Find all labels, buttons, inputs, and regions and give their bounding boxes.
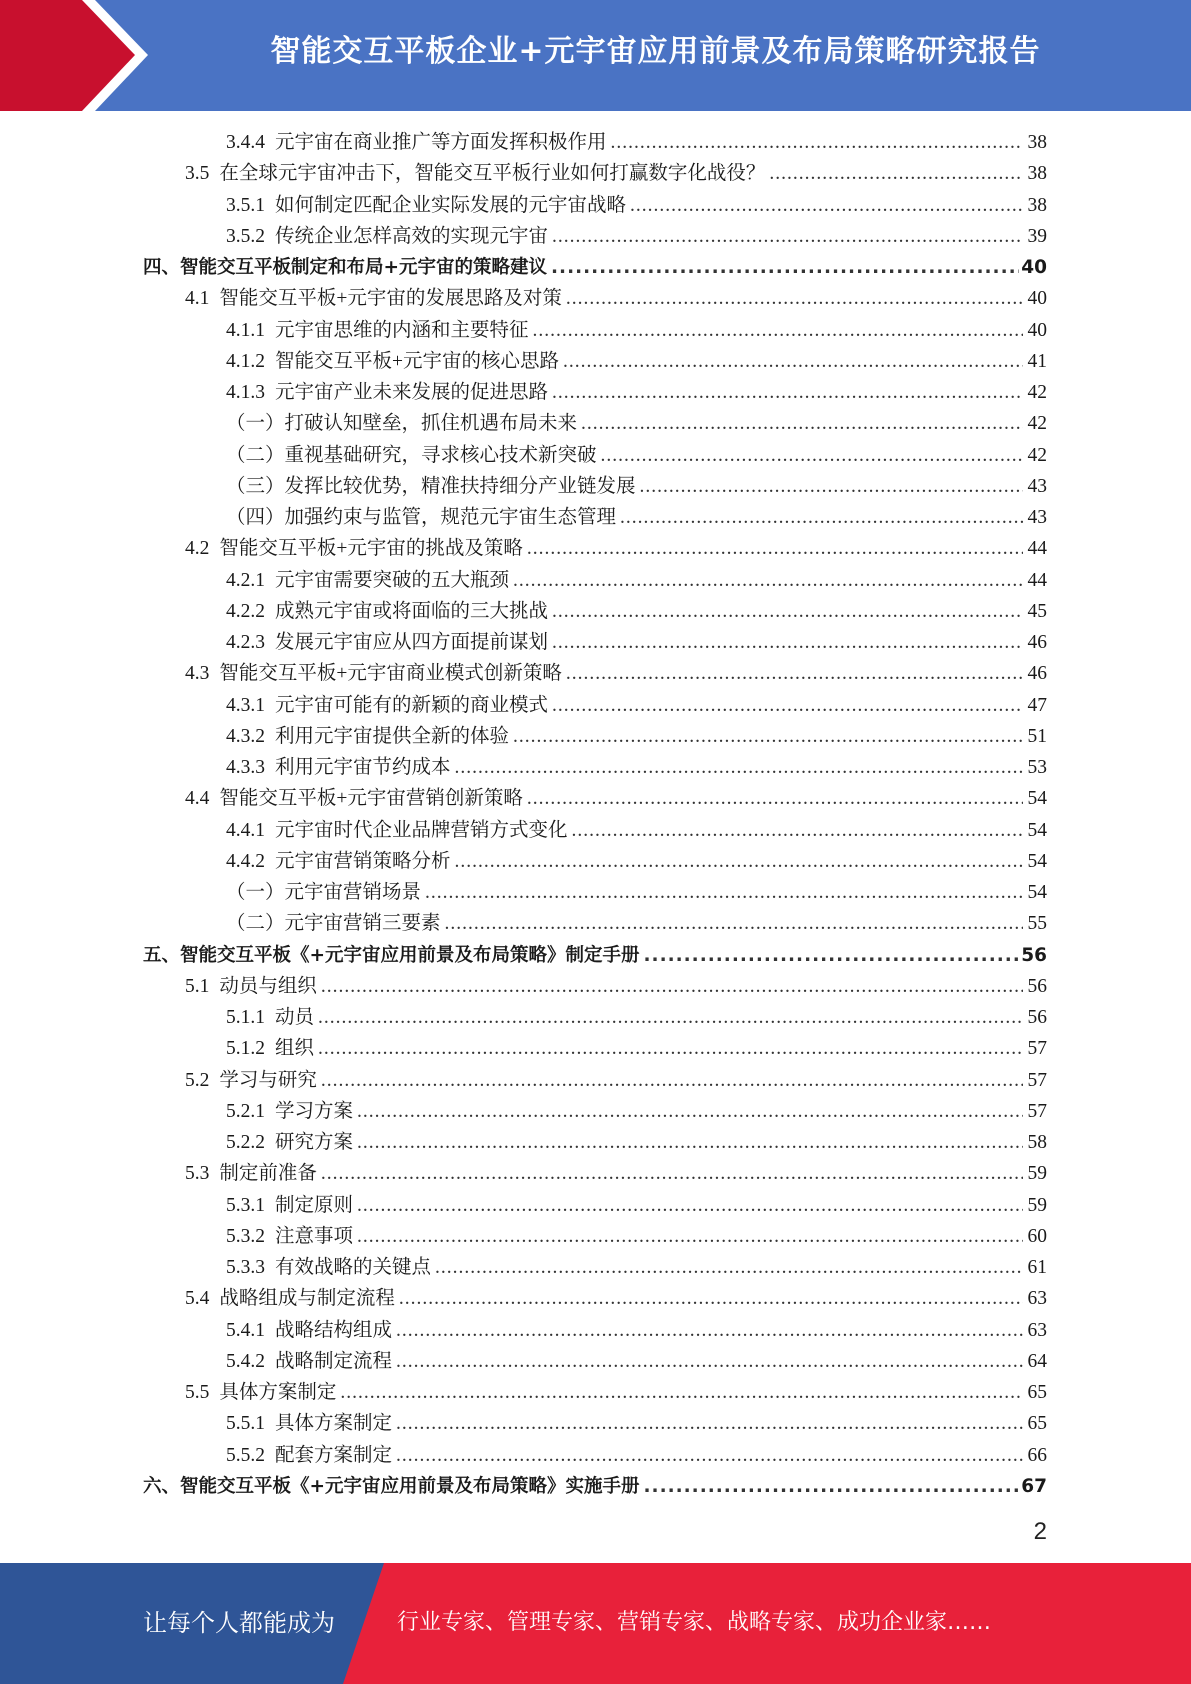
toc-entry-number: 4.1.3 bbox=[226, 382, 265, 403]
toc-leader-dots bbox=[435, 1252, 1023, 1283]
toc-entry-page: 51 bbox=[1027, 725, 1047, 747]
toc-entry[interactable] bbox=[226, 1127, 1047, 1158]
toc-entry-title: 元宇宙时代企业品牌营销方式变化 bbox=[275, 819, 568, 841]
toc-entry-page: 67 bbox=[1021, 1475, 1047, 1497]
toc-entry[interactable] bbox=[226, 1346, 1047, 1377]
toc-entry[interactable] bbox=[226, 377, 1047, 408]
toc-entry[interactable] bbox=[226, 127, 1047, 158]
toc-entry-title: 战略组成与制定流程 bbox=[219, 1288, 395, 1310]
toc-entry-page: 38 bbox=[1027, 132, 1047, 153]
toc-entry-page: 57 bbox=[1027, 1100, 1047, 1122]
toc-entry-title: 在全球元宇宙冲击下，智能交互平板行业如何打赢数字化战役？ bbox=[219, 163, 766, 185]
toc-leader-dots bbox=[601, 440, 1023, 471]
toc-entry[interactable] bbox=[226, 565, 1047, 596]
toc-entry[interactable] bbox=[185, 1377, 1047, 1408]
toc-leader-dots bbox=[630, 190, 1023, 221]
toc-entry[interactable] bbox=[185, 1158, 1047, 1189]
toc-leader-dots bbox=[318, 1002, 1023, 1033]
toc-entry-page: 38 bbox=[1027, 194, 1047, 216]
toc-entry[interactable] bbox=[226, 627, 1047, 658]
toc-entry-title: 学习方案 bbox=[275, 1100, 354, 1122]
toc-entry-title: 制定原则 bbox=[275, 1194, 354, 1216]
toc-entry-page: 57 bbox=[1027, 1069, 1047, 1091]
toc-leader-dots bbox=[445, 908, 1023, 939]
toc-leader-dots bbox=[396, 1408, 1023, 1439]
toc-leader-dots bbox=[321, 1065, 1023, 1096]
toc-entry-title: 动员与组织 bbox=[219, 975, 317, 997]
toc-entry-page: 54 bbox=[1027, 819, 1047, 841]
toc-entry-page: 59 bbox=[1027, 1163, 1047, 1185]
toc-leader-dots bbox=[566, 658, 1023, 689]
toc-entry-number: 4.3 bbox=[185, 663, 210, 685]
toc-entry[interactable] bbox=[226, 346, 1047, 377]
toc-entry-title: 四、智能交互平板制定和布局+元宇宙的策略建议 bbox=[143, 257, 548, 278]
toc-entry-number: 5.1 bbox=[185, 975, 210, 997]
toc-entry[interactable] bbox=[185, 533, 1047, 564]
page-footer bbox=[0, 1563, 1191, 1684]
toc-entry-title: 智能交互平板+元宇宙营销创新策略 bbox=[219, 788, 523, 810]
toc-leader-dots bbox=[455, 846, 1023, 877]
toc-entry-title: 元宇宙可能有的新颖的商业模式 bbox=[275, 694, 549, 716]
page-header bbox=[0, 0, 1191, 111]
toc-entry-title: 智能交互平板+元宇宙的挑战及策略 bbox=[219, 538, 523, 560]
toc-entry-number: 5.5.1 bbox=[226, 1413, 265, 1435]
toc-entry-title: 研究方案 bbox=[275, 1132, 354, 1153]
toc-leader-dots bbox=[620, 502, 1023, 533]
toc-entry-title: 利用元宇宙提供全新的体验 bbox=[275, 725, 510, 747]
toc-entry-number: 5.3 bbox=[185, 1163, 210, 1185]
toc-entry-page: 64 bbox=[1027, 1350, 1047, 1372]
toc-leader-dots bbox=[513, 721, 1023, 752]
toc-entry-page: 38 bbox=[1027, 163, 1047, 185]
toc-entry[interactable] bbox=[226, 721, 1047, 752]
toc-entry-title: （一）元宇宙营销场景 bbox=[226, 882, 422, 903]
toc-entry-number: 4.2.2 bbox=[226, 600, 265, 622]
toc-entry-number: 5.3.3 bbox=[226, 1257, 265, 1278]
toc-entry-number: 5.4 bbox=[185, 1288, 210, 1310]
toc-leader-dots bbox=[581, 408, 1023, 439]
toc-entry-title: 利用元宇宙节约成本 bbox=[275, 757, 451, 778]
toc-entry[interactable] bbox=[143, 940, 1047, 971]
toc-entry-page: 56 bbox=[1027, 975, 1047, 997]
toc-entry-title: （四）加强约束与监管，规范元宇宙生态管理 bbox=[226, 507, 617, 528]
page-number: 2 bbox=[1033, 1518, 1047, 1545]
toc-entry[interactable] bbox=[226, 1315, 1047, 1346]
toc-entry-page: 39 bbox=[1027, 225, 1047, 247]
toc-entry-title: 元宇宙营销策略分析 bbox=[275, 850, 451, 872]
toc-entry[interactable] bbox=[185, 283, 1047, 314]
toc-entry-title: 学习与研究 bbox=[219, 1069, 317, 1091]
toc-leader-dots bbox=[552, 221, 1023, 252]
toc-entry-page: 63 bbox=[1027, 1288, 1047, 1310]
toc-entry-title: 有效战略的关键点 bbox=[275, 1257, 432, 1278]
toc-entry-page: 40 bbox=[1027, 288, 1047, 310]
toc-entry-title: （三）发挥比较优势，精准扶持细分产业链发展 bbox=[226, 475, 636, 497]
toc-leader-dots bbox=[425, 877, 1023, 908]
toc-entry[interactable] bbox=[185, 1283, 1047, 1314]
toc-leader-dots bbox=[527, 533, 1023, 564]
toc-leader-dots bbox=[321, 1158, 1023, 1189]
toc-entry[interactable] bbox=[226, 1252, 1047, 1283]
toc-entry-title: 组织 bbox=[275, 1038, 315, 1060]
toc-entry-number: 4.4 bbox=[185, 788, 210, 810]
toc-entry[interactable] bbox=[226, 815, 1047, 846]
toc-entry-title: 元宇宙需要突破的五大瓶颈 bbox=[275, 569, 510, 591]
toc-entry[interactable] bbox=[226, 502, 1047, 533]
toc-entry-title: 战略结构组成 bbox=[275, 1319, 393, 1341]
toc-entry[interactable] bbox=[143, 1471, 1047, 1502]
toc-entry-number: 5.4.2 bbox=[226, 1350, 265, 1372]
toc-leader-dots bbox=[644, 940, 1020, 971]
toc-entry-title: 发展元宇宙应从四方面提前谋划 bbox=[275, 632, 549, 653]
toc-entry-page: 54 bbox=[1027, 850, 1047, 872]
toc-entry-number: 4.2 bbox=[185, 538, 210, 560]
toc-leader-dots bbox=[566, 283, 1023, 314]
toc-leader-dots bbox=[455, 752, 1023, 783]
toc-leader-dots bbox=[340, 1377, 1023, 1408]
toc-leader-dots bbox=[396, 1440, 1023, 1471]
toc-entry-title: 五、智能交互平板《+元宇宙应用前景及布局策略》制定手册 bbox=[143, 944, 640, 966]
toc-entry-page: 46 bbox=[1027, 663, 1047, 685]
toc-entry[interactable] bbox=[226, 846, 1047, 877]
toc-entry[interactable] bbox=[185, 783, 1047, 814]
toc-entry-title: 元宇宙产业未来发展的促进思路 bbox=[275, 382, 549, 403]
toc-entry-title: 注意事项 bbox=[275, 1225, 354, 1247]
toc-entry-number: 4.1.1 bbox=[226, 319, 265, 341]
toc-leader-dots bbox=[563, 346, 1023, 377]
toc-entry-number: 4.3.2 bbox=[226, 725, 265, 747]
toc-entry-number: 5.2.1 bbox=[226, 1100, 265, 1122]
toc-entry-number: 5.2 bbox=[185, 1069, 210, 1091]
toc-entry-number: 5.1.2 bbox=[226, 1038, 265, 1060]
toc-leader-dots bbox=[552, 596, 1023, 627]
toc-entry-title: 如何制定匹配企业实际发展的元宇宙战略 bbox=[275, 194, 627, 216]
toc-entry-number: 4.3.3 bbox=[226, 757, 265, 778]
footer-slogan-left: 让每个人都能成为 bbox=[143, 1609, 335, 1637]
toc-entry[interactable] bbox=[226, 408, 1047, 439]
toc-leader-dots bbox=[357, 1127, 1023, 1158]
toc-entry-page: 54 bbox=[1027, 788, 1047, 810]
toc-entry[interactable] bbox=[226, 1440, 1047, 1471]
toc-leader-dots bbox=[318, 1033, 1023, 1064]
toc-entry-number: 4.4.2 bbox=[226, 850, 265, 872]
toc-leader-dots bbox=[552, 377, 1023, 408]
toc-entry-page: 42 bbox=[1027, 382, 1047, 403]
toc-entry[interactable] bbox=[226, 190, 1047, 221]
toc-entry-title: （二）元宇宙营销三要素 bbox=[226, 913, 441, 935]
toc-entry-title: 六、智能交互平板《+元宇宙应用前景及布局策略》实施手册 bbox=[143, 1475, 640, 1497]
toc-entry-page: 66 bbox=[1027, 1444, 1047, 1466]
toc-leader-dots bbox=[552, 627, 1023, 658]
toc-entry-title: 具体方案制定 bbox=[275, 1413, 393, 1435]
toc-leader-dots bbox=[321, 971, 1023, 1002]
toc-entry-number: 5.4.1 bbox=[226, 1319, 265, 1341]
toc-entry[interactable] bbox=[226, 1408, 1047, 1439]
toc-entry-number: 5.5.2 bbox=[226, 1444, 265, 1466]
toc-entry-page: 43 bbox=[1027, 507, 1047, 528]
toc-leader-dots bbox=[396, 1315, 1023, 1346]
toc-entry-page: 53 bbox=[1027, 757, 1047, 778]
toc-entry-page: 61 bbox=[1027, 1257, 1047, 1278]
toc-entry-title: 具体方案制定 bbox=[219, 1382, 337, 1403]
toc-entry[interactable] bbox=[185, 658, 1047, 689]
toc-leader-dots bbox=[551, 252, 1019, 283]
toc-entry-page: 40 bbox=[1027, 319, 1047, 341]
toc-entry[interactable] bbox=[226, 315, 1047, 346]
toc-entry-page: 56 bbox=[1027, 1007, 1047, 1028]
toc-entry-page: 55 bbox=[1027, 913, 1047, 935]
toc-entry-title: （二）重视基础研究，寻求核心技术新突破 bbox=[226, 444, 597, 466]
toc-entry[interactable] bbox=[143, 252, 1047, 283]
toc-entry-title: 动员 bbox=[275, 1007, 315, 1028]
toc-leader-dots bbox=[396, 1346, 1023, 1377]
toc-entry[interactable] bbox=[185, 971, 1047, 1002]
toc-entry-page: 57 bbox=[1027, 1038, 1047, 1060]
toc-leader-dots bbox=[357, 1221, 1023, 1252]
toc-leader-dots bbox=[611, 127, 1023, 158]
toc-entry-page: 58 bbox=[1027, 1132, 1047, 1153]
toc-entry-title: 成熟元宇宙或将面临的三大挑战 bbox=[275, 600, 549, 622]
toc-entry[interactable] bbox=[226, 221, 1047, 252]
toc-entry[interactable] bbox=[226, 471, 1047, 502]
toc-entry[interactable] bbox=[185, 158, 1047, 189]
toc-entry-number: 5.3.1 bbox=[226, 1194, 265, 1216]
toc-entry-title: 元宇宙思维的内涵和主要特征 bbox=[275, 319, 529, 341]
toc-entry-page: 60 bbox=[1027, 1225, 1047, 1247]
toc-entry-number: 3.5 bbox=[185, 163, 210, 185]
toc-leader-dots bbox=[640, 471, 1023, 502]
toc-entry[interactable] bbox=[226, 1033, 1047, 1064]
toc-leader-dots bbox=[527, 783, 1023, 814]
toc-entry-number: 3.4.4 bbox=[226, 132, 265, 153]
toc-entry-number: 3.5.2 bbox=[226, 225, 265, 247]
toc-entry-page: 44 bbox=[1027, 538, 1047, 560]
toc-entry-page: 42 bbox=[1027, 444, 1047, 466]
toc-leader-dots bbox=[769, 158, 1023, 189]
toc-entry[interactable] bbox=[226, 440, 1047, 471]
toc-entry-page: 42 bbox=[1027, 413, 1047, 435]
toc-entry-page: 45 bbox=[1027, 600, 1047, 622]
toc-entry-number: 5.5 bbox=[185, 1382, 210, 1403]
toc-entry-page: 54 bbox=[1027, 882, 1047, 903]
toc-entry-title: 智能交互平板+元宇宙的发展思路及对策 bbox=[219, 288, 562, 310]
toc-entry-number: 3.5.1 bbox=[226, 194, 265, 216]
toc-entry-number: 5.2.2 bbox=[226, 1132, 265, 1153]
toc-entry-page: 41 bbox=[1027, 350, 1047, 372]
toc-entry-page: 47 bbox=[1027, 694, 1047, 716]
toc-leader-dots bbox=[572, 815, 1023, 846]
toc-entry-title: 制定前准备 bbox=[219, 1163, 317, 1185]
toc-entry-page: 40 bbox=[1021, 257, 1047, 278]
toc-entry-title: （一）打破认知壁垒，抓住机遇布局未来 bbox=[226, 413, 578, 435]
toc-entry-title: 传统企业怎样高效的实现元宇宙 bbox=[275, 225, 549, 247]
toc-entry-number: 4.1 bbox=[185, 288, 210, 310]
toc-entry-title: 智能交互平板+元宇宙的核心思路 bbox=[275, 350, 559, 372]
toc-entry[interactable] bbox=[226, 1096, 1047, 1127]
toc-entry[interactable] bbox=[226, 596, 1047, 627]
toc-entry-page: 43 bbox=[1027, 475, 1047, 497]
toc-entry-number: 5.1.1 bbox=[226, 1007, 265, 1028]
toc-leader-dots bbox=[552, 690, 1023, 721]
toc-entry-title: 元宇宙在商业推广等方面发挥积极作用 bbox=[275, 132, 607, 153]
toc-entry-page: 59 bbox=[1027, 1194, 1047, 1216]
toc-entry-number: 4.2.3 bbox=[226, 632, 265, 653]
toc-entry-number: 4.4.1 bbox=[226, 819, 265, 841]
toc-leader-dots bbox=[513, 565, 1023, 596]
toc-entry-number: 5.3.2 bbox=[226, 1225, 265, 1247]
toc-entry[interactable] bbox=[226, 690, 1047, 721]
toc-leader-dots bbox=[357, 1096, 1023, 1127]
toc-entry[interactable] bbox=[226, 752, 1047, 783]
toc-leader-dots bbox=[399, 1283, 1023, 1314]
toc-entry[interactable] bbox=[226, 1002, 1047, 1033]
toc-entry-number: 4.1.2 bbox=[226, 350, 265, 372]
toc-entry[interactable] bbox=[226, 1221, 1047, 1252]
toc-leader-dots bbox=[644, 1471, 1020, 1502]
toc-entry-page: 63 bbox=[1027, 1319, 1047, 1341]
toc-entry[interactable] bbox=[226, 877, 1047, 908]
toc-leader-dots bbox=[533, 315, 1023, 346]
toc-entry-page: 44 bbox=[1027, 569, 1047, 591]
toc-entry-title: 配套方案制定 bbox=[275, 1444, 393, 1466]
toc-entry-page: 56 bbox=[1021, 944, 1047, 966]
toc-entry-page: 65 bbox=[1027, 1413, 1047, 1435]
toc-entry-page: 46 bbox=[1027, 632, 1047, 653]
toc-entry-page: 65 bbox=[1027, 1382, 1047, 1403]
toc-entry-number: 4.3.1 bbox=[226, 694, 265, 716]
toc-entry[interactable] bbox=[226, 1190, 1047, 1221]
toc-entry[interactable] bbox=[226, 908, 1047, 939]
document-title: 智能交互平板企业+元宇宙应用前景及布局策略研究报告 bbox=[270, 34, 1041, 69]
toc-entry-number: 4.2.1 bbox=[226, 569, 265, 591]
toc-entry[interactable] bbox=[185, 1065, 1047, 1096]
toc-entry-title: 战略制定流程 bbox=[275, 1350, 393, 1372]
toc-leader-dots bbox=[357, 1190, 1023, 1221]
footer-slogan-right: 行业专家、管理专家、营销专家、战略专家、成功企业家…… bbox=[397, 1610, 992, 1635]
toc-entry-title: 智能交互平板+元宇宙商业模式创新策略 bbox=[219, 663, 562, 685]
